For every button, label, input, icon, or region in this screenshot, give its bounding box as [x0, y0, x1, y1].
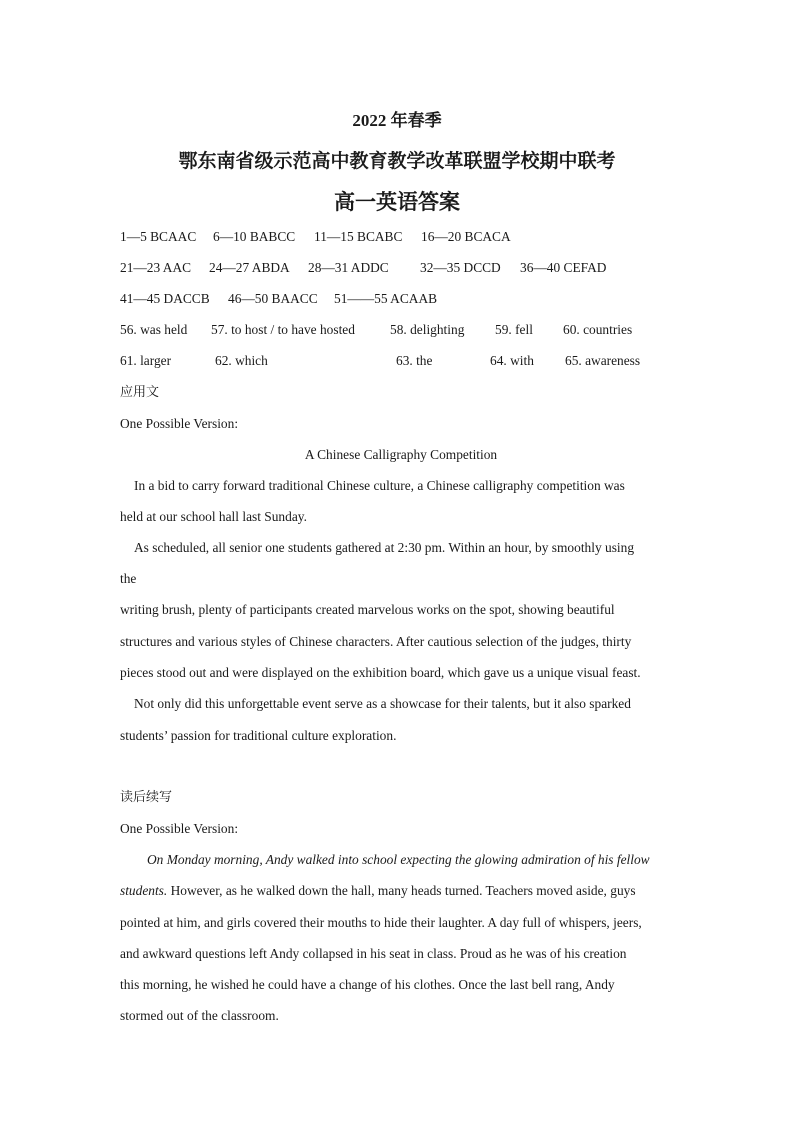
answer-group: 1—5 BCAAC — [120, 229, 197, 244]
answer-group: 36—40 CEFAD — [520, 260, 607, 275]
version-label: One Possible Version: — [120, 416, 239, 431]
version-label: One Possible Version: — [120, 821, 239, 836]
answer-item: 58. delighting — [390, 322, 465, 337]
answer-group: 11—15 BCABC — [314, 229, 403, 244]
essay-line: writing brush, plenty of participants created marvelous works on the spot, showing beautiful — [120, 602, 615, 617]
essay-line: pieces stood out and were displayed on the exhibition board, which gave us a unique visual feast. — [120, 665, 641, 680]
essay-line: In a bid to carry forward traditional Chinese culture, a Chinese calligraphy competition was — [134, 478, 625, 493]
exam-year-title: 2022 年春季 — [352, 111, 442, 130]
essay-line: and awkward questions left Andy collapsed in his seat in class. Proud as he was of his creation — [120, 946, 627, 961]
answer-item: 63. the — [396, 353, 433, 368]
opening-sentence-end: students. — [120, 883, 168, 898]
answer-group: 24—27 ABDA — [209, 260, 290, 275]
essay-line: students’ passion for traditional culture exploration. — [120, 728, 397, 743]
answer-group: 32—35 DCCD — [420, 260, 501, 275]
answer-group: 28—31 ADDC — [308, 260, 389, 275]
alliance-title: 鄂东南省级示范高中教育教学改革联盟学校期中联考 — [178, 150, 616, 172]
essay-line: held at our school hall last Sunday. — [120, 509, 307, 524]
essay-line: this morning, he wished he could have a change of his clothes. Once the last bell rang, Andy — [120, 977, 615, 992]
answer-item: 56. was held — [120, 322, 188, 337]
essay-line: the — [120, 571, 137, 586]
essay-title: A Chinese Calligraphy Competition — [304, 447, 498, 462]
answer-item: 57. to host / to have hosted — [211, 322, 355, 337]
answer-group: 51——55 ACAAB — [334, 291, 438, 306]
section-heading: 读后续写 — [120, 790, 173, 805]
answer-group: 16—20 BCACA — [421, 229, 511, 244]
essay-line-rest: However, as he walked down the hall, many heads turned. Teachers moved aside, guys — [167, 883, 636, 898]
essay-line — [120, 883, 636, 899]
answer-item: 62. which — [215, 353, 268, 368]
answer-item: 59. fell — [495, 322, 533, 337]
essay-line: Not only did this unforgettable event serve as a showcase for their talents, but it also sparked — [134, 696, 631, 711]
answer-group: 46—50 BAACC — [228, 291, 318, 306]
answer-group: 6—10 BABCC — [213, 229, 296, 244]
answer-item: 61. larger — [120, 353, 172, 368]
essay-line: As scheduled, all senior one students gathered at 2:30 pm. Within an hour, by smoothly using — [134, 540, 635, 555]
essay-line: structures and various styles of Chinese characters. After cautious selection of the judges, thirty — [120, 634, 632, 649]
section-heading: 应用文 — [120, 385, 160, 400]
essay-line: pointed at him, and girls covered their mouths to hide their laughter. A day full of whispers, jeers, — [120, 915, 642, 930]
answer-group: 21—23 AAC — [120, 260, 192, 275]
essay-line: stormed out of the classroom. — [120, 1008, 279, 1023]
subject-title: 高一英语答案 — [334, 190, 460, 214]
answer-item: 60. countries — [563, 322, 633, 337]
answer-group: 41—45 DACCB — [120, 291, 210, 306]
opening-sentence: On Monday morning, Andy walked into school expecting the glowing admiration of his fellow — [147, 852, 650, 867]
answer-item: 65. awareness — [565, 353, 641, 368]
answer-item: 64. with — [490, 353, 534, 368]
